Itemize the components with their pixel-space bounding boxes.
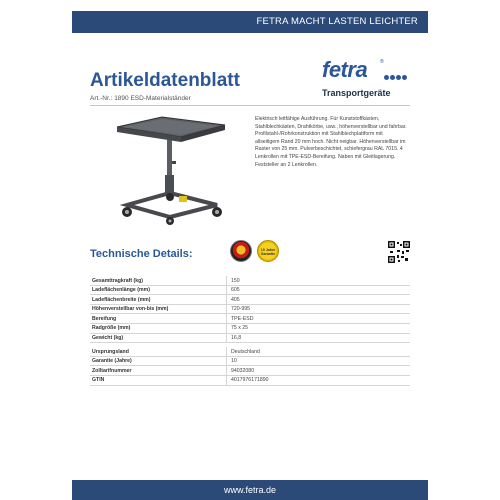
table-row (90, 366, 410, 376)
spec-label: Zolltarifnummer (92, 367, 132, 374)
table-row (90, 324, 410, 334)
spec-value: 94032080 (231, 367, 255, 374)
header-slogan: FETRA MACHT LASTEN LEICHTER (256, 16, 418, 27)
table-row (90, 334, 410, 344)
spec-value: 405 (231, 296, 240, 303)
table-row (90, 314, 410, 324)
spec-table (90, 276, 410, 386)
spec-value: Deutschland (231, 348, 260, 355)
header-band (72, 11, 428, 33)
spec-value: 10 (231, 358, 237, 365)
spec-label: Ladeflächenlänge (mm) (92, 287, 150, 294)
header-divider (90, 105, 410, 106)
spec-label: Radgröße (mm) (92, 325, 131, 332)
table-row (90, 286, 410, 296)
fetra-logo (320, 57, 410, 102)
spec-value: 16,8 (231, 335, 242, 342)
spec-label: Garantie (Jahre) (92, 358, 132, 365)
logo-brand: fetra (322, 57, 368, 82)
spec-label: Ursprungsland (92, 348, 129, 355)
table-row (90, 276, 410, 286)
spec-value: 75 x 25 (231, 325, 249, 332)
spec-label: Bereifung (92, 315, 117, 322)
table-row (90, 305, 410, 315)
spec-label: Gesamttragkraft (kg) (92, 277, 144, 284)
product-image (107, 113, 237, 225)
made-in-germany-badge (230, 240, 252, 262)
table-row (90, 357, 410, 367)
product-description: Elektrisch leitfähige Ausführung. Für Kunststoffkästen, Stahlblechkästen, Drahtkörbe, usw., höhenverstellbar und fahrbar. Profilstahl-/Rohrkonstruktion mit Stahlblechplattform mit allseitigem Rand 20 mm hoch. Nicht neigbar. Höhenverstellbar im Raster von 25 mm. Pulverbeschichtet, schiefergrau RAL 7015. 4 Lenkrollen mit TPE-ESD-Bereifung. Naben mit Gleitlagerung. Feststeller an 2 Lenkrollen. (255, 116, 407, 168)
spec-value: TPE-ESD (231, 315, 254, 322)
article-number: Art.-Nr.: 1890 ESD-Materialständer (90, 95, 191, 102)
footer-band (72, 480, 428, 500)
logo-registered: ® (380, 59, 384, 65)
logo-subtitle: Transportgeräte (322, 88, 391, 98)
spec-value: 4017976171890 (231, 377, 269, 384)
technical-details-heading: Technische Details: (90, 248, 193, 260)
spec-label: GTIN (92, 377, 105, 384)
logo-dots (384, 75, 407, 80)
qr-code-icon (388, 241, 410, 263)
spec-label: Höhenverstellbar von-bis (mm) (92, 306, 169, 313)
spec-value: 720-995 (231, 306, 251, 313)
spec-label: Gewicht (kg) (92, 335, 124, 342)
spec-value: 605 (231, 287, 240, 294)
spec-value: 150 (231, 277, 240, 284)
spec-label: Ladeflächenbreite (mm) (92, 296, 151, 303)
guarantee-badge-text: 10 Jahre Garantie (260, 248, 276, 256)
table-row (90, 347, 410, 357)
datasheet-page (72, 0, 428, 500)
page-title: Artikeldatenblatt (90, 70, 240, 91)
footer-url[interactable]: www.fetra.de (223, 485, 277, 495)
guarantee-badge (257, 240, 279, 262)
table-row (90, 376, 410, 386)
table-row (90, 295, 410, 305)
